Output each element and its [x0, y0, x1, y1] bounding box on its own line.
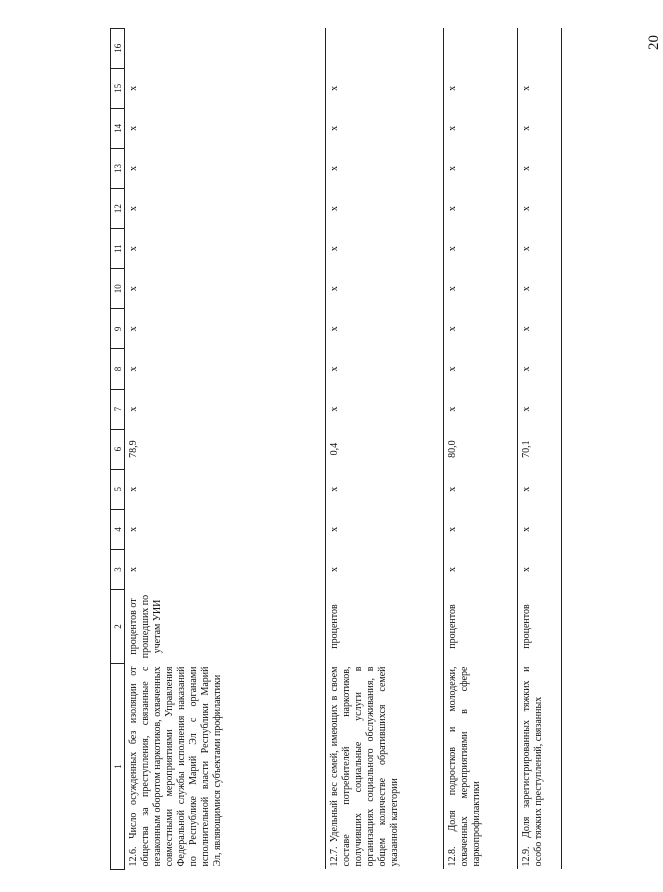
column-number: 9: [111, 309, 125, 349]
value-cell: x: [518, 309, 562, 349]
indicator-description: [125, 664, 326, 870]
value-cell: x: [518, 229, 562, 269]
column-number: 8: [111, 349, 125, 389]
column-number: 10: [111, 269, 125, 309]
indicator-text: Доля подростков и молодежи, охваченных мероприятиями в сфере наркопрофилактики: [446, 666, 482, 867]
column-number: 7: [111, 389, 125, 429]
value-cell: x: [518, 108, 562, 148]
value-cell: x: [443, 68, 517, 108]
row-number: 12.7.: [329, 846, 341, 867]
rotated-table-container: [110, 28, 562, 870]
value-cell: x: [518, 269, 562, 309]
value-cell: x: [326, 108, 443, 148]
value-cell: x: [443, 509, 517, 549]
indicator-text: Удельный вес семей, имеющих в своем составе потребителей наркотиков, получивших социальные услуги в организациях социального обслуживания, в общем количестве обратившихся семей указанной категории: [329, 666, 401, 867]
value-cell: x: [518, 349, 562, 389]
value-cell: x: [443, 389, 517, 429]
indicator-description: [518, 664, 562, 870]
value-cell: x: [326, 229, 443, 269]
value-cell: x: [326, 389, 443, 429]
value-cell: x: [326, 68, 443, 108]
table-row: [326, 28, 443, 869]
value-cell: x: [326, 269, 443, 309]
value-cell: x: [125, 389, 326, 429]
value-cell: [518, 28, 562, 68]
indicator-description: [443, 664, 517, 870]
value-cell: x: [326, 309, 443, 349]
column-numbers-row: [111, 28, 125, 869]
value-cell: [443, 28, 517, 68]
value-cell: [125, 28, 326, 68]
row-number: 12.6.: [128, 846, 140, 867]
value-cell: x: [443, 469, 517, 509]
value-cell: x: [125, 148, 326, 188]
value-cell: x: [518, 148, 562, 188]
value-cell: x: [125, 68, 326, 108]
value-cell: x: [125, 108, 326, 148]
value-cell: x: [518, 509, 562, 549]
value-cell: x: [518, 469, 562, 509]
unit-cell: процентов: [443, 590, 517, 664]
value-cell: 80,0: [443, 429, 517, 469]
column-number: 15: [111, 68, 125, 108]
value-cell: 70,1: [518, 429, 562, 469]
value-cell: 0,4: [326, 429, 443, 469]
value-cell: x: [125, 549, 326, 589]
value-cell: x: [443, 349, 517, 389]
table-row: [443, 28, 517, 869]
value-cell: x: [443, 549, 517, 589]
column-number: 3: [111, 549, 125, 589]
value-cell: x: [125, 509, 326, 549]
value-cell: x: [443, 309, 517, 349]
indicator-text: Доля зарегистрированных тяжких и особо тяжких преступлений, связанных: [521, 666, 545, 867]
value-cell: x: [326, 189, 443, 229]
value-cell: x: [326, 509, 443, 549]
value-cell: x: [125, 269, 326, 309]
indicator-text: Число осужденных без изоляции от общества за преступления, связанные с незаконным оборотом наркотиков, охваченных совместными мероприятиями Управления Федеральной службы исполнения наказаний по Республике Марий Эл с органами исполнительной власти Республики Марий Эл, являющимися субъектами профилактики: [128, 666, 224, 867]
value-cell: x: [518, 189, 562, 229]
unit-cell: процентов от прошедших по учетам УИИ: [125, 590, 326, 664]
value-cell: x: [326, 549, 443, 589]
value-cell: 78,9: [125, 429, 326, 469]
value-cell: x: [443, 229, 517, 269]
value-cell: x: [443, 269, 517, 309]
table-row: [125, 28, 326, 869]
table-row: [518, 28, 562, 869]
value-cell: x: [518, 68, 562, 108]
value-cell: x: [443, 148, 517, 188]
column-number: 4: [111, 509, 125, 549]
column-number: 6: [111, 429, 125, 469]
column-number: 11: [111, 229, 125, 269]
value-cell: x: [518, 389, 562, 429]
value-cell: x: [125, 189, 326, 229]
value-cell: x: [125, 309, 326, 349]
value-cell: [326, 28, 443, 68]
column-number: 13: [111, 148, 125, 188]
value-cell: x: [326, 148, 443, 188]
column-number: 2: [111, 590, 125, 664]
column-number: 12: [111, 189, 125, 229]
page-number: 20: [646, 35, 662, 50]
value-cell: x: [125, 469, 326, 509]
value-cell: x: [443, 189, 517, 229]
value-cell: x: [443, 108, 517, 148]
value-cell: x: [326, 349, 443, 389]
row-number: 12.9.: [521, 846, 533, 867]
indicator-description: [326, 664, 443, 870]
value-cell: x: [518, 549, 562, 589]
column-number: 16: [111, 28, 125, 68]
column-number: 1: [111, 664, 125, 870]
value-cell: x: [125, 229, 326, 269]
row-number: 12.8.: [446, 846, 458, 867]
value-cell: x: [125, 349, 326, 389]
unit-cell: процентов: [518, 590, 562, 664]
column-number: 14: [111, 108, 125, 148]
column-number: 5: [111, 469, 125, 509]
unit-cell: процентов: [326, 590, 443, 664]
value-cell: x: [326, 469, 443, 509]
indicators-table: [110, 28, 562, 870]
